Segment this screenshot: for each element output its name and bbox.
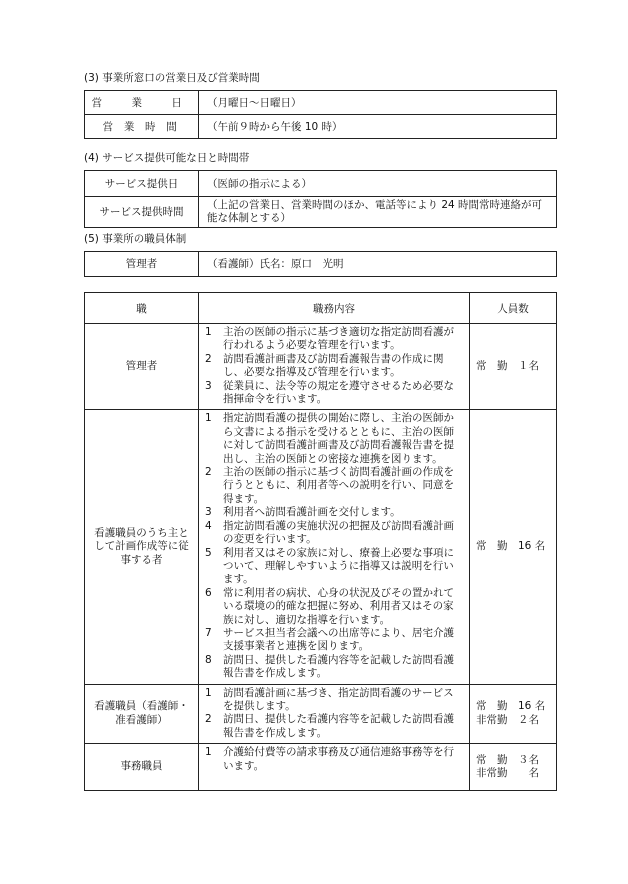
table-row (85, 744, 557, 791)
duty-item: 8 訪問日、提供した看護内容等を記載した訪問看護報告書を作成します。 (205, 653, 454, 680)
table-row (85, 410, 557, 684)
job-title: 看護職員（看護師・准看護師） (85, 684, 199, 744)
duty-item: 3 従業員に、法令等の規定を遵守させるため必要な指揮命令を行います。 (205, 379, 454, 406)
duty-item: 1 訪問看護計画に基づき、指定訪問看護のサービスを提供します。 (205, 686, 454, 712)
duty-item: 2 訪問日、提供した看護内容等を記載した訪問看護報告書を作成します。 (205, 713, 454, 739)
job-duties (199, 684, 470, 744)
duty-item: 1 指定訪問看護の提供の開始に際し、主治の医師から文書による指示を受けるとともに、主治の医師に対して訪問看護計画書及び訪問看護報告書を提出し、主治の医師との密接な連携を図ります。 (205, 412, 454, 465)
staff-count: 常 勤 ３名 非常勤 名 (470, 744, 557, 791)
header-job: 職 (85, 293, 199, 324)
header-duties: 職務内容 (199, 293, 470, 324)
manager-value: （看護師）氏名：原口 光明 (199, 252, 557, 277)
table-row (85, 171, 557, 197)
section4-title: (4) サービス提供可能な日と時間帯 (84, 152, 250, 164)
manager-table (84, 251, 557, 277)
staff-count: 常 勤 １名 (470, 324, 557, 410)
job-duties (199, 324, 470, 410)
table-row (85, 91, 557, 115)
table-row (85, 197, 557, 228)
duty-item: 1 介護給付費等の請求事務及び通信連絡事務等を行います。 (205, 746, 454, 772)
duty-item: 4 指定訪問看護の実施状況の把握及び訪問看護計画の変更を行います。 (205, 519, 454, 546)
table-row (85, 252, 557, 277)
table-row (85, 115, 557, 139)
job-title: 管理者 (85, 324, 199, 410)
service-time-value: （上記の営業日、営業時間のほか、電話等により 24 時間常時連絡が可能な体制とする） (199, 197, 557, 228)
business-hours-value: （午前９時から午後 10 時） (199, 115, 557, 139)
service-day-value: （医師の指示による） (199, 171, 557, 197)
header-count: 人員数 (470, 293, 557, 324)
service-time-label: サービス提供時間 (85, 197, 199, 228)
duty-item: 5 利用者又はその家族に対し、療養上必要な事項について、理解しやすいように指導又は説明を行います。 (205, 546, 454, 586)
table-row (85, 324, 557, 410)
job-title: 看護職員のうち主として計画作成等に従事する者 (85, 410, 199, 684)
duty-item: 2 主治の医師の指示に基づく訪問看護計画の作成を行うとともに、利用者等への説明を行い、同意を得ます。 (205, 466, 454, 505)
service-day-label: サービス提供日 (85, 171, 199, 197)
business-days-value: （月曜日～日曜日） (199, 91, 557, 115)
duty-item: 2 訪問看護計画書及び訪問看護報告書の作成に関し、必要な指導及び管理を行います。 (205, 352, 444, 379)
job-duties (199, 744, 470, 791)
duty-item: 7 サービス担当者会議への出席等により、居宅介護支援事業者と連携を図ります。 (205, 626, 454, 653)
section5-title: (5) 事業所の職員体制 (84, 233, 187, 245)
section3-title: (3) 事業所窓口の営業日及び営業時間 (84, 72, 260, 84)
table-row (85, 684, 557, 744)
staff-structure-table (84, 292, 557, 791)
table-header-row (85, 293, 557, 324)
business-hours-label: 営 業 時 間 (85, 115, 199, 139)
duty-item: 3 利用者へ訪問看護計画を交付します。 (205, 506, 401, 519)
service-availability-table (84, 170, 557, 228)
duty-item: 6 常に利用者の病状、心身の状況及びその置かれている環境の的確な把握に努め、利用者又はその家族に対し、適切な指導を行います。 (205, 586, 454, 626)
duty-item: 1 主治の医師の指示に基づき適切な指定訪問看護が行われるよう必要な管理を行います。 (205, 326, 454, 352)
staff-count: 常 勤 16 名 (470, 410, 557, 684)
manager-label: 管理者 (85, 252, 199, 277)
staff-count: 常 勤 16 名 非常勤 ２名 (470, 684, 557, 744)
business-days-label: 営 業 日 (85, 91, 199, 115)
job-title: 事務職員 (85, 744, 199, 791)
business-hours-table (84, 90, 557, 139)
job-duties (199, 410, 470, 684)
